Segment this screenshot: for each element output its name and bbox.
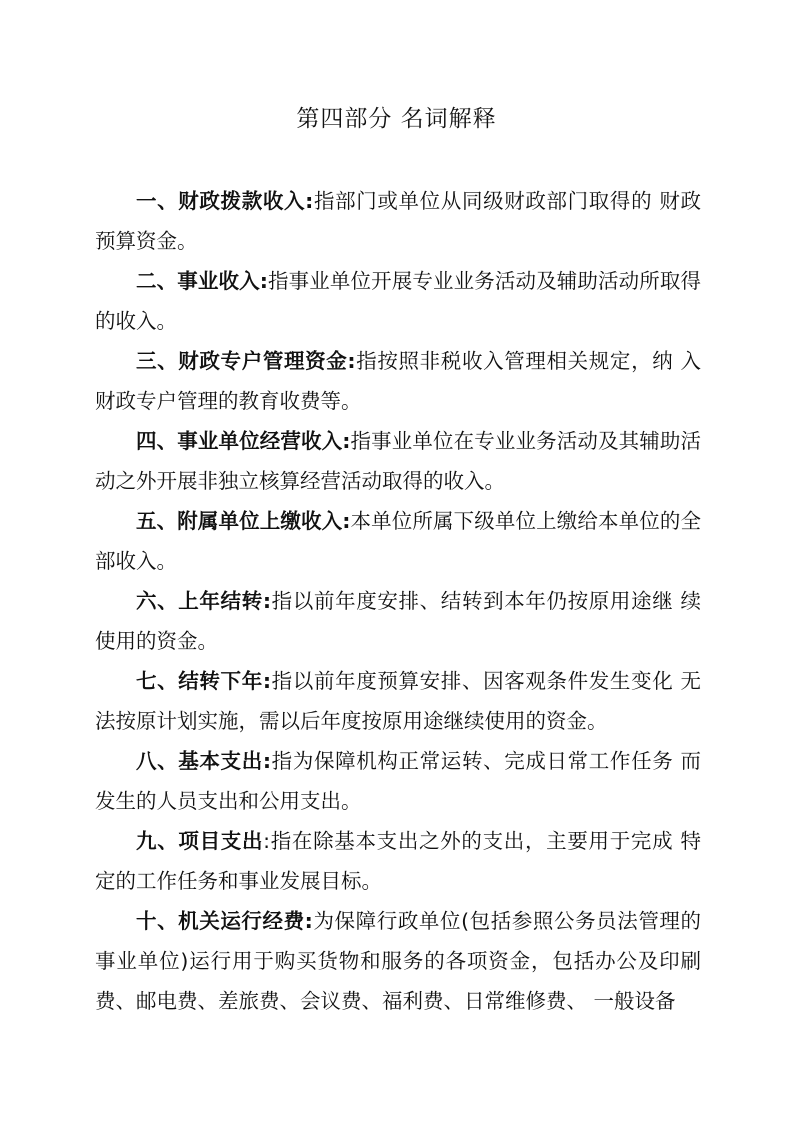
definition-paragraph (95, 341, 701, 421)
definition-paragraph (95, 501, 701, 581)
definitions-list (95, 181, 701, 1021)
definition-text: :指在除基本支出之外的支出，主要用于完成 特定的工作任务和事业发展目标。 (95, 829, 702, 893)
definition-text: 指以前年度安排、结转到本年仍按原用途继 续使用的资金。 (95, 589, 702, 653)
definition-paragraph (95, 661, 701, 741)
definition-term: 五、附属单位上缴收入: (136, 509, 351, 533)
definition-text: 本单位所属下级单位上缴给本单位的全部收入。 (95, 509, 701, 573)
definition-term: 九、项目支出 (136, 829, 264, 853)
definition-text: 为保障行政单位(包括参照公务员法管理的事业单位)运行用于购买货物和服务的各项资金，包括办公及印刷费、邮电费、差旅费、会议费、福利费、日常维修费、 一般设备 (95, 909, 702, 1013)
definition-term: 二、事业收入: (136, 269, 268, 293)
definition-text: 指部门或单位从同级财政部门取得的 财政预算资金。 (95, 189, 702, 253)
definition-paragraph (95, 421, 701, 501)
definition-text: 指以前年度预算安排、因客观条件发生变化 无法按原计划实施，需以后年度按原用途继续使用的资金。 (95, 669, 702, 733)
definition-paragraph (95, 901, 701, 1021)
definition-paragraph (95, 581, 701, 661)
definition-term: 七、结转下年: (136, 669, 272, 693)
definition-term: 三、财政专户管理资金: (136, 349, 356, 373)
definition-paragraph (95, 741, 701, 821)
page-title: 第四部分 名词解释 (296, 106, 497, 132)
definition-text: 指为保障机构正常运转、完成日常工作任务 而发生的人员支出和公用支出。 (95, 749, 702, 813)
definition-term: 四、事业单位经营收入: (136, 429, 351, 453)
definition-term: 六、上年结转: (136, 589, 272, 613)
definition-text: 指事业单位在专业业务活动及其辅助活动之外开展非独立核算经营活动取得的收入。 (95, 429, 701, 493)
definition-term: 一、财政拨款收入: (136, 189, 314, 213)
definition-text: 指事业单位开展专业业务活动及辅助活动所取得的收入。 (95, 269, 702, 333)
definition-paragraph (95, 821, 701, 901)
definition-paragraph (95, 181, 701, 261)
definition-paragraph (95, 261, 701, 341)
definition-text: 指按照非税收入管理相关规定，纳 入财政专户管理的教育收费等。 (95, 349, 702, 413)
definition-term: 十、机关运行经费: (136, 909, 313, 933)
definition-term: 八、基本支出: (136, 749, 272, 773)
